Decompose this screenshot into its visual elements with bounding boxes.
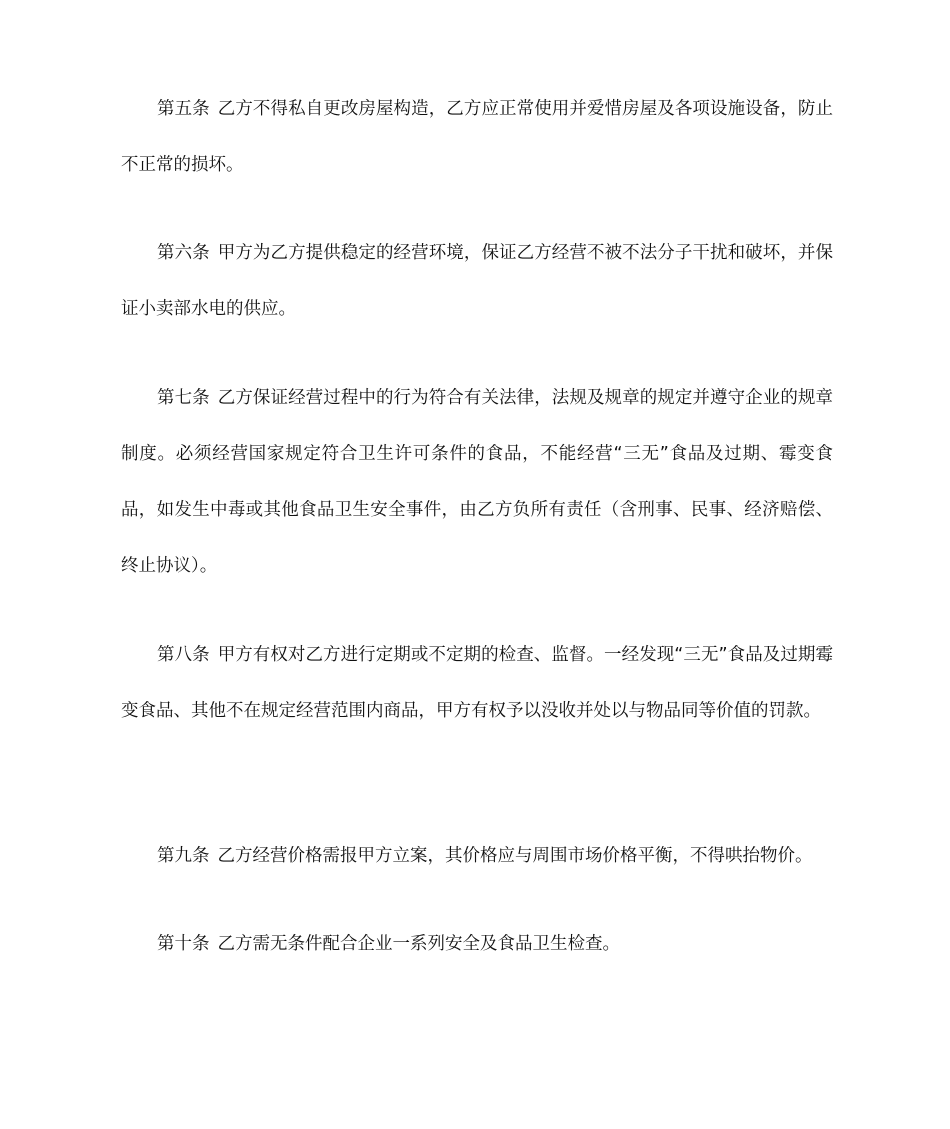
clause-7-number: 第七条 <box>157 388 210 408</box>
clause-5-number: 第五条 <box>157 99 210 119</box>
clause-5-text: 乙方不得私自更改房屋构造，乙方应正常使用并爱惜房屋及各项设施设备，防止不正常的损坏。 <box>121 99 834 175</box>
clause-5 <box>121 81 833 193</box>
clause-8-text: 甲方有权对乙方进行定期或不定期的检查、监督。一经发现“三无”食品及过期霉变食品、其他不在规定经营范围内商品，甲方有权予以没收并处以与物品同等价值的罚款。 <box>121 645 833 721</box>
clause-9-number: 第九条 <box>157 846 210 866</box>
clause-6-text: 甲方为乙方提供稳定的经营环境，保证乙方经营不被不法分子干扰和破坏，并保证小卖部水电的供应。 <box>121 243 834 319</box>
clause-9 <box>121 828 833 884</box>
clause-6 <box>121 225 833 337</box>
clause-9-text: 乙方经营价格需报甲方立案，其价格应与周围市场价格平衡，不得哄抬物价。 <box>217 846 813 866</box>
clause-6-number: 第六条 <box>157 243 210 263</box>
clause-8-number: 第八条 <box>157 645 210 665</box>
clause-8 <box>121 627 833 739</box>
clause-7-text: 乙方保证经营过程中的行为符合有关法律，法规及规章的规定并遵守企业的规章制度。必须经营国家规定符合卫生许可条件的食品，不能经营“三无”食品及过期、霉变食品，如发生中毒或其他食品卫生安全事件，由乙方负所有责任（含刑事、民事、经济赔偿、终止协议）。 <box>121 388 834 576</box>
clause-10-number: 第十条 <box>157 934 210 954</box>
clause-10 <box>121 916 833 972</box>
clause-7 <box>121 370 833 594</box>
clause-10-text: 乙方需无条件配合企业一系列安全及食品卫生检查。 <box>217 934 620 954</box>
